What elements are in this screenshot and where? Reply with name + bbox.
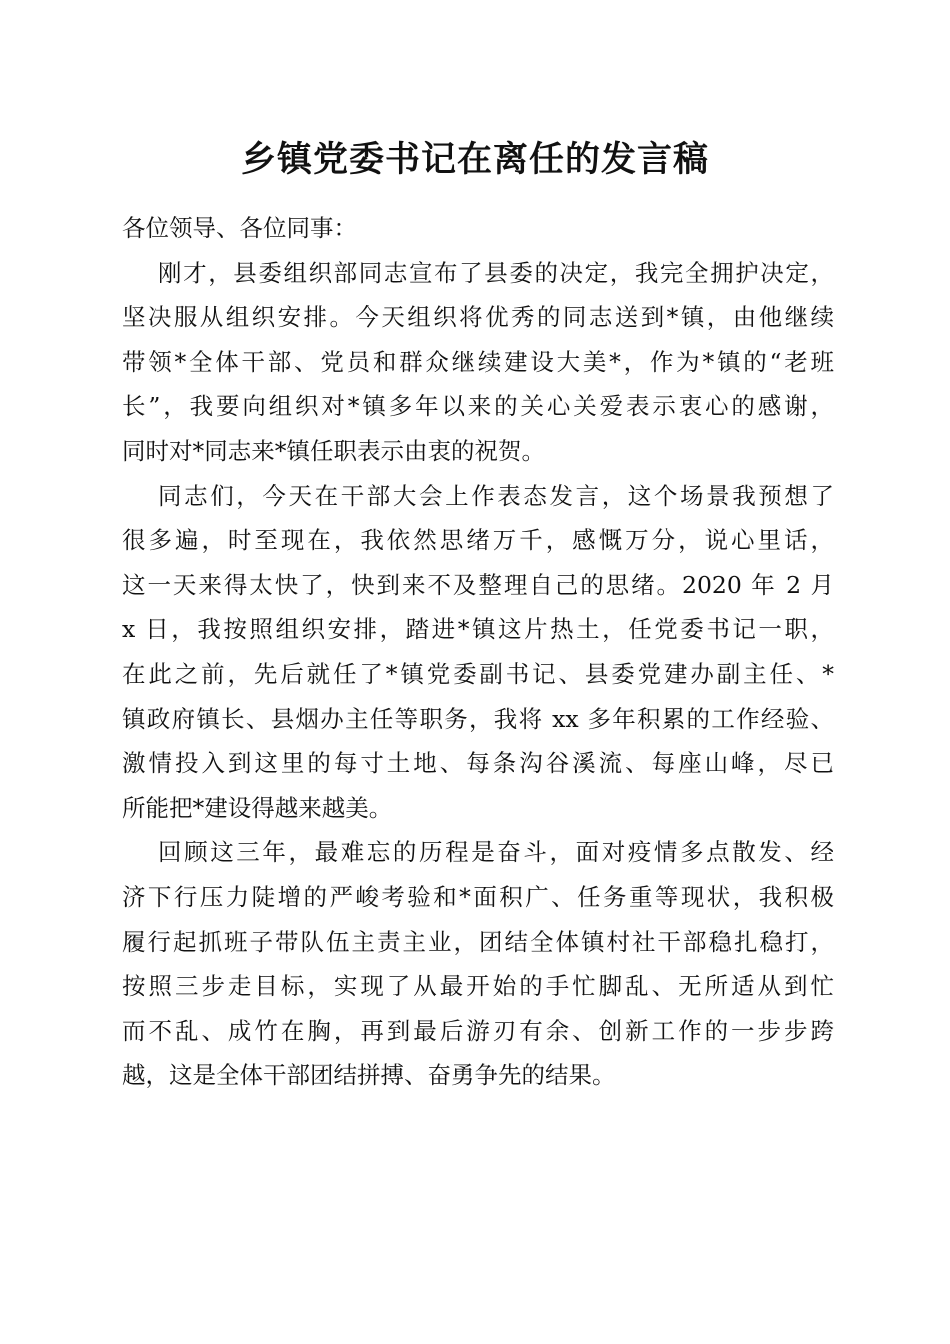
paragraph-1 — [122, 251, 834, 474]
text-line: 济下行压力陡增的严峻考验和*面积广、任务重等现状，我积极 — [122, 882, 834, 911]
text-line: 在此之前，先后就任了*镇党委副书记、县委党建办副主任、* — [122, 659, 834, 688]
text-line: x 日，我按照组织安排，踏进*镇这片热土，任党委书记一职， — [122, 615, 834, 644]
text-line: 刚才，县委组织部同志宣布了县委的决定，我完全拥护决定， — [158, 258, 834, 287]
paragraph-2 — [122, 474, 834, 831]
text-line: 回顾这三年，最难忘的历程是奋斗，面对疫情多点散发、经 — [158, 838, 834, 867]
text-line: 履行起抓班子带队伍主责主业，团结全体镇村社干部稳扎稳打， — [122, 927, 834, 956]
text-line: 按照三步走目标，实现了从最开始的手忙脚乱、无所适从到忙 — [122, 972, 834, 1001]
text-line: 坚决服从组织安排。今天组织将优秀的同志送到*镇，由他继续 — [122, 303, 834, 332]
document-body — [122, 206, 834, 1098]
text-line: 同志们，今天在干部大会上作表态发言，这个场景我预想了 — [158, 481, 834, 510]
salutation: 各位领导、各位同事： — [122, 214, 357, 242]
text-line: 长”，我要向组织对*镇多年以来的关心关爱表示衷心的感谢， — [122, 392, 834, 421]
text-line: 这一天来得太快了，快到来不及整理自己的思绪。2020 年 2 月 — [122, 570, 834, 599]
text-line: 激情投入到这里的每寸土地、每条沟谷溪流、每座山峰，尽已 — [122, 749, 834, 778]
text-line: 很多遍，时至现在，我依然思绪万千，感慨万分，说心里话， — [122, 526, 834, 555]
text-line: 镇政府镇长、县烟办主任等职务，我将 xx 多年积累的工作经验、 — [122, 704, 834, 733]
text-line: 越，这是全体干部团结拼搏、奋勇争先的结果。 — [122, 1061, 616, 1090]
document-title: 乡镇党委书记在离任的发言稿 — [240, 139, 709, 180]
text-line: 同时对*同志来*镇任职表示由衷的祝贺。 — [122, 436, 545, 465]
text-line: 带领*全体干部、党员和群众继续建设大美*，作为*镇的“老班 — [122, 347, 834, 376]
text-line: 所能把*建设得越来越美。 — [122, 793, 393, 822]
paragraph-3 — [122, 830, 834, 1098]
text-line: 而不乱、成竹在胸，再到最后游刃有余、创新工作的一步步跨 — [122, 1016, 834, 1045]
